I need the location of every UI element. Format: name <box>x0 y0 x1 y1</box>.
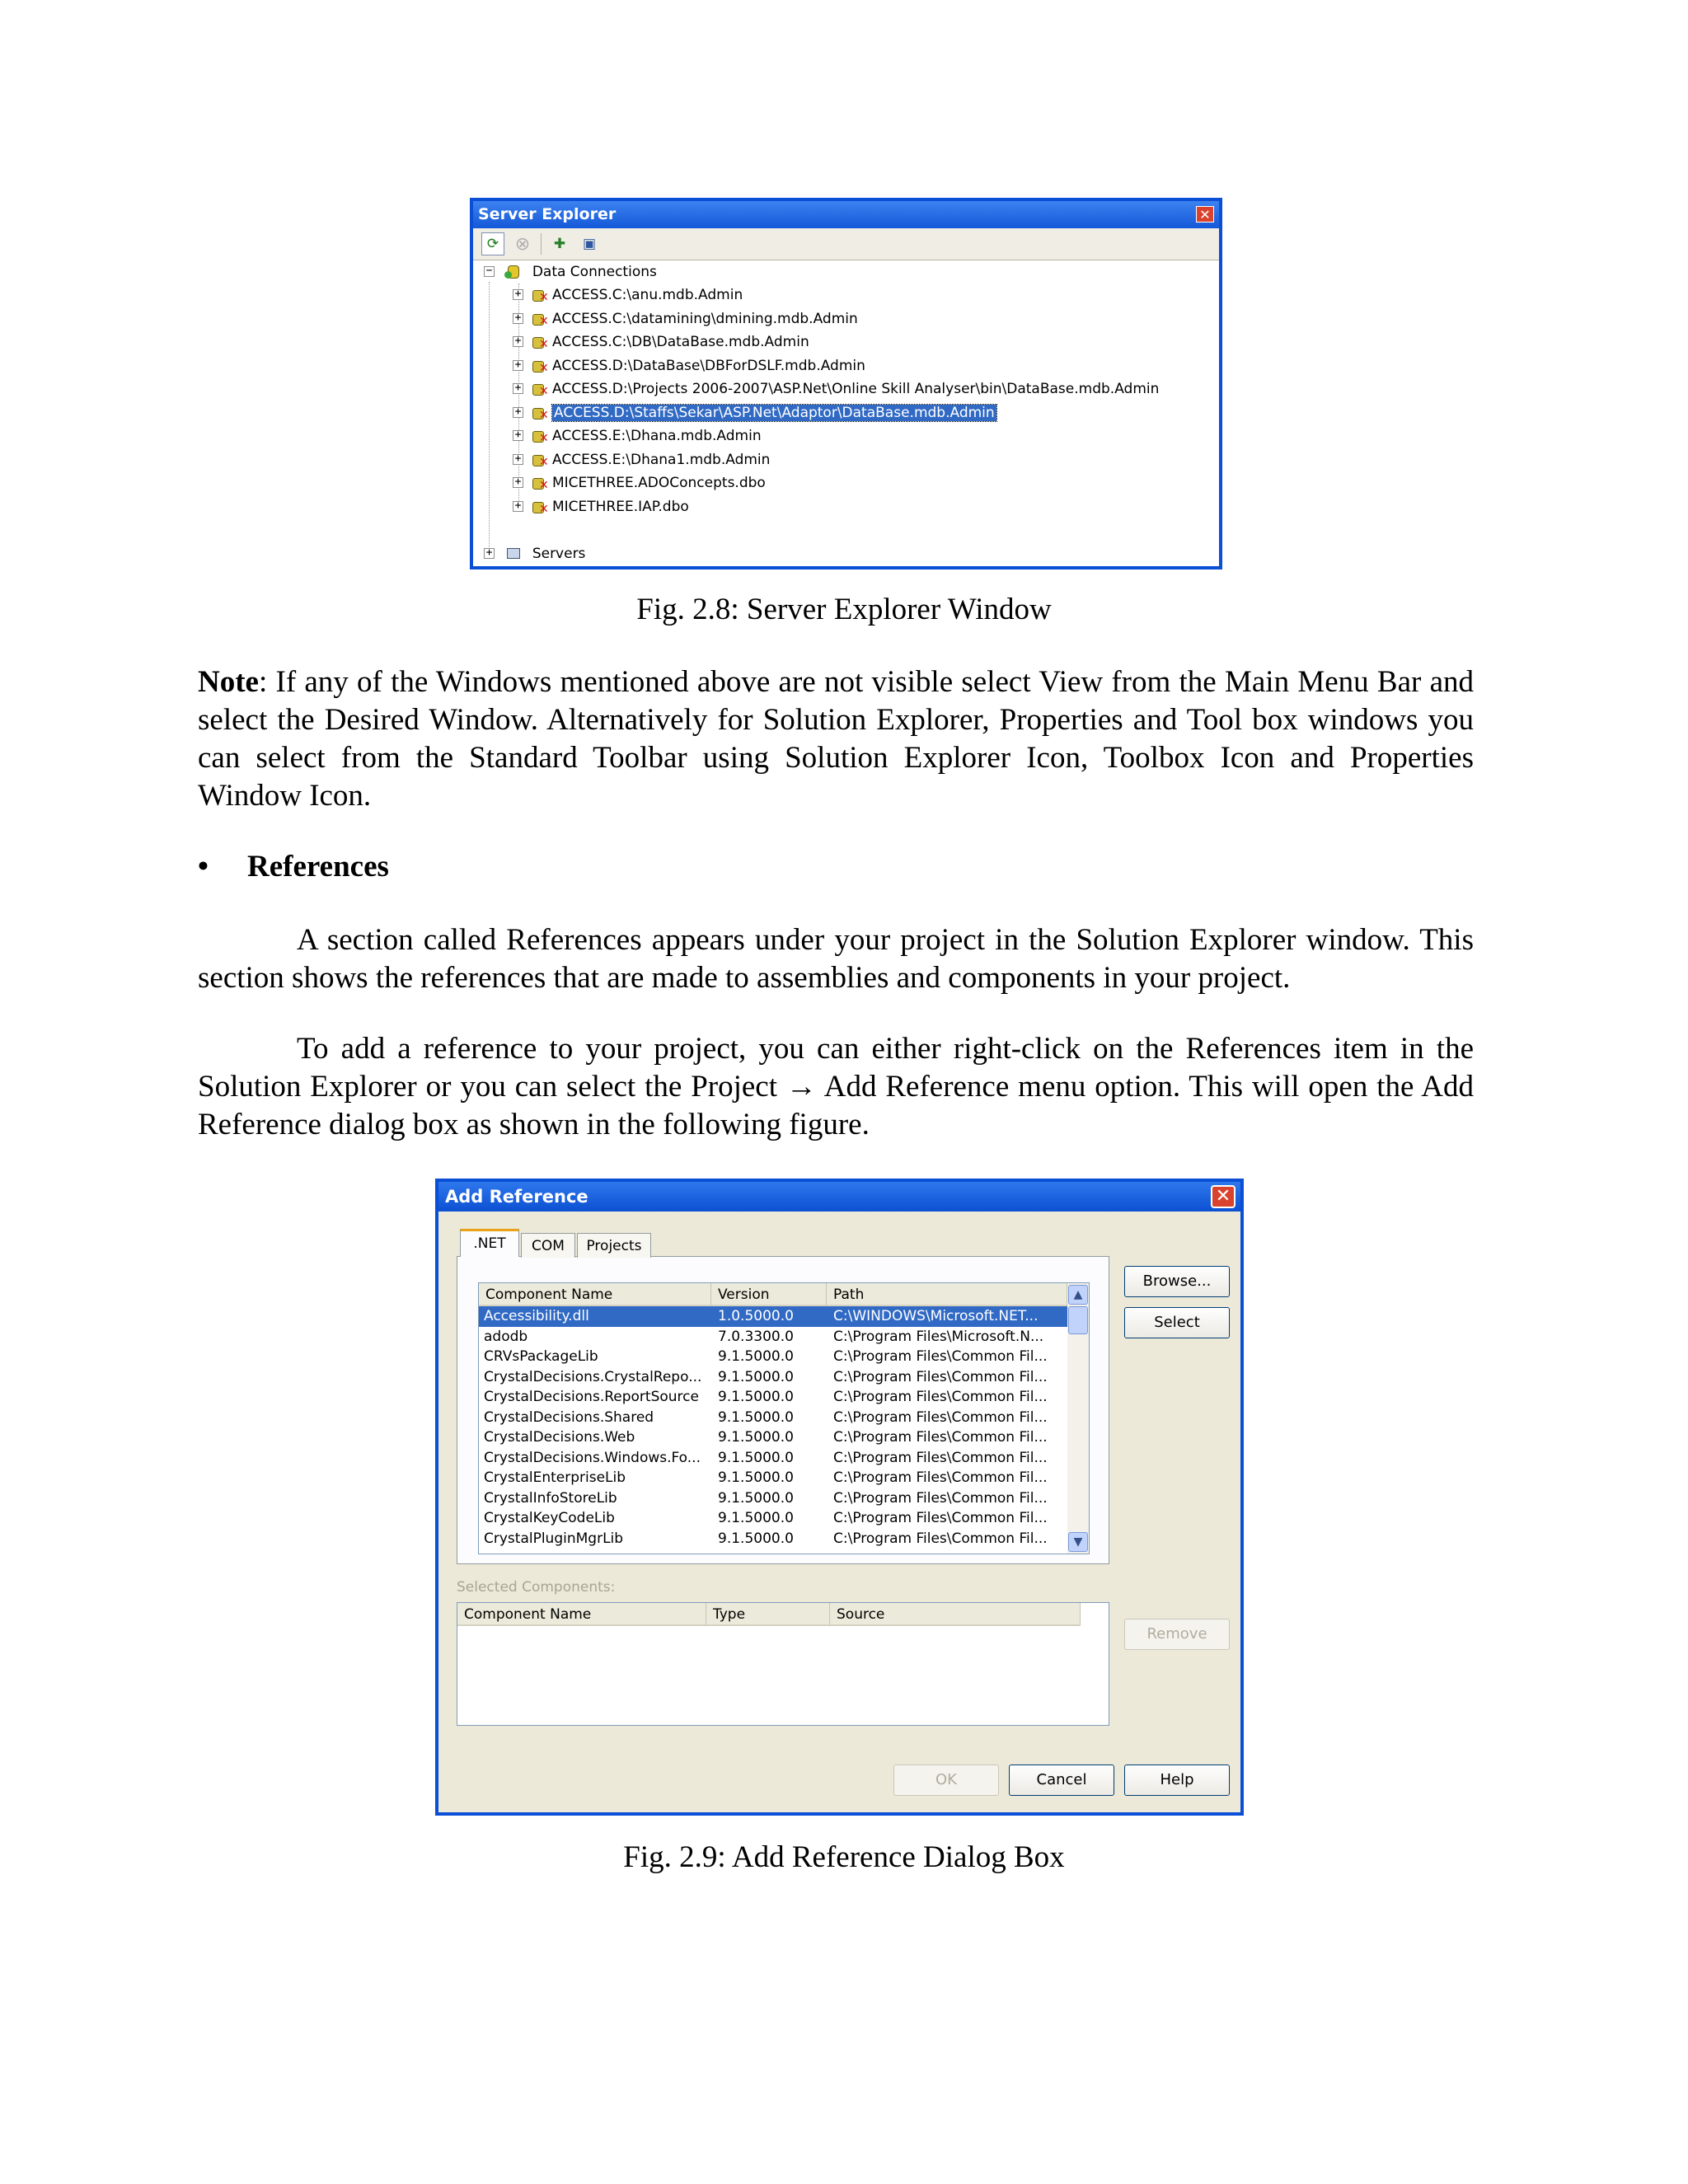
dialog-title: Add Reference <box>445 1187 588 1207</box>
connection-label: ACCESS.E:\Dhana.mdb.Admin <box>552 428 762 444</box>
connection-label: MICETHREE.ADOConcepts.dbo <box>552 475 766 491</box>
connection-label: ACCESS.C:\anu.mdb.Admin <box>552 287 743 303</box>
column-header-component-name[interactable]: Component Name <box>479 1283 711 1306</box>
component-version: 1.0.5000.0 <box>718 1308 794 1324</box>
scroll-up-icon[interactable]: ▲ <box>1068 1285 1088 1305</box>
database-connection-icon: ✕ <box>531 428 549 444</box>
tree-node-connection[interactable] <box>513 377 1159 401</box>
scroll-down-icon[interactable]: ▼ <box>1068 1532 1088 1552</box>
tree-node-connection[interactable] <box>513 495 689 518</box>
note-text: : If any of the Windows mentioned above are not visible select View from the Main Menu Bar and select the Desired Window. Alternatively for Solution Explorer, Properties and Tool box windows you can select from the Standard Toolbar using Solution Explorer Icon, Toolbox Icon and Properties Window Icon. <box>198 665 1474 813</box>
component-row[interactable] <box>479 1468 1067 1488</box>
expand-icon[interactable]: + <box>513 501 523 512</box>
server-explorer-tree <box>473 260 1219 562</box>
component-version: 7.0.3300.0 <box>718 1328 794 1345</box>
server-explorer-titlebar[interactable] <box>473 201 1219 228</box>
add-reference-titlebar[interactable] <box>438 1182 1240 1212</box>
expand-icon[interactable]: + <box>513 454 523 465</box>
tree-node-connection[interactable] <box>513 307 858 330</box>
component-row[interactable] <box>479 1508 1067 1529</box>
tree-node-connection[interactable] <box>513 284 743 307</box>
connect-to-database-icon[interactable]: ✚ <box>553 236 566 252</box>
component-name: CrystalDecisions.CrystalRepo... <box>484 1368 702 1385</box>
refresh-icon[interactable]: ⟳ <box>481 232 504 255</box>
tree-node-servers[interactable] <box>484 542 585 565</box>
component-name: CrystalPluginMgrLib <box>484 1530 624 1547</box>
component-row[interactable] <box>479 1427 1067 1448</box>
connection-label: ACCESS.C:\datamining\dmining.mdb.Admin <box>552 310 858 327</box>
server-explorer-title: Server Explorer <box>478 205 617 223</box>
tree-node-data-connections[interactable] <box>484 260 657 284</box>
column-header-path[interactable]: Path <box>827 1283 1067 1306</box>
component-row[interactable] <box>479 1306 1067 1327</box>
component-row[interactable] <box>479 1387 1067 1408</box>
column-header-component-name[interactable]: Component Name <box>457 1603 706 1626</box>
component-path: C:\Program Files\Common Fil... <box>833 1449 1048 1466</box>
note-paragraph <box>198 663 1474 815</box>
expand-icon[interactable]: + <box>513 313 523 324</box>
component-path: C:\Program Files\Microsoft.N... <box>833 1328 1044 1345</box>
component-path: C:\Program Files\Common Fil... <box>833 1530 1048 1547</box>
tree-line <box>489 282 490 547</box>
database-connection-icon: ✕ <box>531 405 549 421</box>
data-connections-icon <box>504 264 524 280</box>
help-button[interactable]: Help <box>1124 1765 1230 1796</box>
connection-label: ACCESS.D:\DataBase\DBForDSLF.mdb.Admin <box>552 357 865 374</box>
database-connection-icon: ✕ <box>531 381 549 397</box>
expand-icon[interactable]: + <box>513 430 523 441</box>
toolbar-separator <box>541 233 542 255</box>
select-button[interactable]: Select <box>1124 1307 1230 1338</box>
tab-dotnet[interactable]: .NET <box>460 1229 519 1257</box>
expand-icon[interactable]: + <box>513 477 523 488</box>
component-row[interactable] <box>479 1347 1067 1367</box>
component-version: 9.1.5000.0 <box>718 1408 794 1426</box>
component-version: 9.1.5000.0 <box>718 1469 794 1486</box>
component-row[interactable] <box>479 1488 1067 1509</box>
tree-node-connection[interactable] <box>513 471 766 494</box>
component-name: Accessibility.dll <box>484 1308 589 1324</box>
connection-label: ACCESS.D:\Projects 2006-2007\ASP.Net\Online Skill Analyser\bin\DataBase.mdb.Admin <box>552 381 1160 397</box>
tab-com[interactable]: COM <box>521 1233 575 1258</box>
component-row[interactable] <box>479 1327 1067 1347</box>
collapse-icon[interactable]: − <box>484 266 495 277</box>
component-name: CrystalEnterpriseLib <box>484 1469 626 1486</box>
tree-node-label: Data Connections <box>532 264 657 280</box>
references-heading <box>198 849 389 884</box>
component-name: CrystalKeyCodeLib <box>484 1510 615 1526</box>
close-icon[interactable]: ✕ <box>1211 1185 1236 1208</box>
tree-node-connection[interactable] <box>513 401 996 424</box>
component-path: C:\Program Files\Common Fil... <box>833 1368 1048 1385</box>
column-header-version[interactable]: Version <box>711 1283 827 1306</box>
references-heading-text: References <box>247 850 389 883</box>
scroll-thumb[interactable] <box>1068 1306 1088 1334</box>
tree-node-label: Servers <box>532 546 586 562</box>
component-version: 9.1.5000.0 <box>718 1489 794 1507</box>
remove-button[interactable]: Remove <box>1124 1619 1230 1650</box>
servers-icon <box>504 546 524 562</box>
component-name: CRVsPackageLib <box>484 1348 598 1365</box>
connection-label: MICETHREE.IAP.dbo <box>552 498 689 515</box>
expand-icon[interactable]: + <box>513 407 523 418</box>
connect-to-server-icon[interactable]: ▣ <box>582 236 597 252</box>
database-connection-icon: ✕ <box>531 475 549 491</box>
browse-button[interactable]: Browse... <box>1124 1266 1230 1297</box>
figure-caption: Fig. 2.9: Add Reference Dialog Box <box>623 1840 1065 1874</box>
component-name: CrystalDecisions.Windows.Fo... <box>484 1449 701 1466</box>
column-header-type[interactable]: Type <box>706 1603 830 1626</box>
paragraph: A section called References appears under your project in the Solution Explorer window. This section shows the references that are made to assemblies and components in your project. <box>198 923 1474 995</box>
expand-icon[interactable]: + <box>484 548 495 559</box>
component-path: C:\Program Files\Common Fil... <box>833 1408 1048 1426</box>
stop-icon[interactable]: ⊗ <box>514 233 531 255</box>
component-name: CrystalDecisions.Web <box>484 1429 635 1446</box>
server-explorer-window <box>470 198 1222 569</box>
component-version: 9.1.5000.0 <box>718 1429 794 1446</box>
component-version: 9.1.5000.0 <box>718 1368 794 1385</box>
component-version: 9.1.5000.0 <box>718 1389 794 1405</box>
database-connection-icon: ✕ <box>531 334 549 350</box>
tree-node-connection[interactable] <box>513 354 865 377</box>
tree-node-connection[interactable] <box>513 448 770 471</box>
close-icon[interactable]: ✕ <box>1196 206 1214 223</box>
component-version: 9.1.5000.0 <box>718 1530 794 1547</box>
selected-components-list[interactable] <box>457 1602 1109 1726</box>
components-list[interactable] <box>478 1282 1090 1554</box>
component-path: C:\Program Files\Common Fil... <box>833 1429 1048 1446</box>
figure-caption: Fig. 2.8: Server Explorer Window <box>636 593 1052 626</box>
cancel-button[interactable]: Cancel <box>1009 1765 1114 1796</box>
tree-node-connection[interactable] <box>513 330 809 354</box>
database-connection-icon: ✕ <box>531 358 549 374</box>
add-reference-dialog <box>435 1179 1244 1816</box>
tab-projects[interactable]: Projects <box>577 1233 651 1258</box>
component-path: C:\WINDOWS\Microsoft.NET... <box>833 1308 1039 1324</box>
database-connection-icon: ✕ <box>531 452 549 468</box>
component-name: CrystalDecisions.ReportSource <box>484 1389 699 1405</box>
vertical-scrollbar[interactable] <box>1067 1283 1089 1554</box>
component-row[interactable] <box>479 1529 1067 1549</box>
connection-label: ACCESS.D:\Staffs\Sekar\ASP.Net\Adaptor\DataBase.mdb.Admin <box>554 404 995 421</box>
component-version: 9.1.5000.0 <box>718 1510 794 1526</box>
expand-icon[interactable]: + <box>513 336 523 347</box>
database-connection-icon: ✕ <box>531 287 549 303</box>
component-row[interactable] <box>479 1448 1067 1469</box>
component-name: CrystalInfoStoreLib <box>484 1489 617 1507</box>
paragraph: To add a reference to your project, you can either right-click on the References item in the Solution Explorer or you can select the Project → Add Reference menu option. This will open the Add Reference dialog box as shown in the following figure. <box>198 1032 1474 1141</box>
ok-button[interactable]: OK <box>893 1765 999 1796</box>
column-header-source[interactable]: Source <box>830 1603 1081 1626</box>
component-name: adodb <box>484 1328 528 1345</box>
component-row[interactable] <box>479 1408 1067 1428</box>
component-path: C:\Program Files\Common Fil... <box>833 1510 1048 1526</box>
database-connection-icon: ✕ <box>531 311 549 327</box>
connection-label: ACCESS.C:\DB\DataBase.mdb.Admin <box>552 334 809 350</box>
expand-icon[interactable]: + <box>513 383 523 394</box>
component-name: CrystalDecisions.Shared <box>484 1408 654 1426</box>
expand-icon[interactable]: + <box>513 360 523 371</box>
component-path: C:\Program Files\Common Fil... <box>833 1489 1048 1507</box>
component-path: C:\Program Files\Common Fil... <box>833 1469 1048 1486</box>
component-version: 9.1.5000.0 <box>718 1348 794 1365</box>
tree-node-connection[interactable] <box>513 424 762 448</box>
expand-icon[interactable]: + <box>513 289 523 300</box>
component-path: C:\Program Files\Common Fil... <box>833 1348 1048 1365</box>
component-version: 9.1.5000.0 <box>718 1449 794 1466</box>
database-connection-icon: ✕ <box>531 499 549 515</box>
component-path: C:\Program Files\Common Fil... <box>833 1389 1048 1405</box>
selected-components-label: Selected Components: <box>457 1579 616 1596</box>
bullet-point: • <box>198 850 209 883</box>
server-explorer-toolbar <box>473 228 1219 260</box>
note-label: Note <box>198 665 259 699</box>
component-row[interactable] <box>479 1367 1067 1388</box>
connection-label: ACCESS.E:\Dhana1.mdb.Admin <box>552 451 771 468</box>
